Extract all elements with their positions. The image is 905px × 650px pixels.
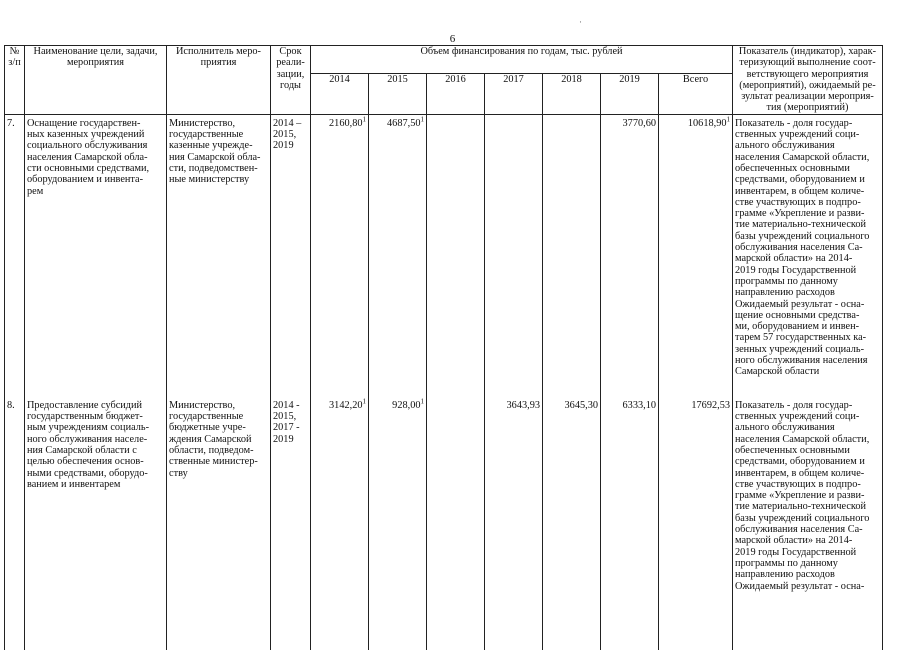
text-line: зенных учреждений социаль-: [735, 343, 865, 355]
text-line: рем: [27, 185, 44, 197]
table-row: [5, 398, 883, 650]
text-line: Показатель - доля государ-: [735, 117, 853, 129]
text-line: оборудованием и инвента-: [27, 174, 144, 186]
row-value: 3770,60: [601, 114, 659, 398]
row-value: 6333,10: [601, 398, 659, 650]
row-name: [25, 398, 167, 650]
text-line: 2014 -: [273, 399, 300, 411]
row-total: 10618,90$^1$: [659, 114, 733, 398]
text-line: государственным бюджет-: [27, 411, 143, 423]
text-line: ветствующего мероприятия: [746, 68, 869, 80]
header-year: 2015: [369, 73, 427, 114]
text-line: 2017 -: [273, 422, 300, 434]
text-line: населения Самарской области,: [735, 151, 870, 163]
text-line: государственные: [169, 411, 244, 423]
row-number: 7.: [5, 114, 25, 398]
text-line: средствами, оборудованием и: [735, 174, 865, 186]
text-line: зультат реализации мероприя-: [741, 91, 874, 103]
text-line: 2019 годы Государственной: [735, 546, 857, 558]
text-line: Показатель (индикатор), харак-: [738, 46, 877, 57]
row-value: 2160,80$^1$: [311, 114, 369, 398]
row-total: 17692,53: [659, 398, 733, 650]
text-line: ального обслуживания: [735, 422, 835, 434]
text-line: Оснащение государствен-: [27, 117, 141, 129]
text-line: ству: [169, 467, 188, 479]
text-line: Наименование цели, задачи,: [33, 46, 158, 57]
text-line: направлению расходов: [735, 287, 835, 299]
text-line: ния Самарской области с: [27, 444, 137, 456]
text-line: инвентарем, в общем количе-: [735, 185, 865, 197]
row-indicator: [733, 114, 883, 398]
text-line: сти основными средствами,: [27, 162, 150, 174]
text-line: базы учреждений социального: [735, 230, 870, 242]
text-line: инвентарем, в общем количе-: [735, 467, 865, 479]
text-line: з/п: [8, 57, 21, 69]
text-line: ного обслуживания населения: [735, 355, 868, 367]
text-line: направлению расходов: [735, 569, 835, 581]
text-line: государственные: [169, 129, 244, 141]
text-line: ными средствами, оборудо-: [27, 467, 148, 479]
text-line: Срок: [279, 46, 302, 57]
row-value: [485, 114, 543, 398]
text-line: приятия: [200, 57, 237, 69]
text-line: Министерство,: [169, 399, 236, 411]
row-value: 3142,20$^1$: [311, 398, 369, 650]
text-line: ственных учреждений соци-: [735, 411, 860, 423]
row-number: 8.: [5, 398, 25, 650]
text-line: 2014 –: [273, 117, 302, 129]
text-line: сти, подведомствен-: [169, 162, 258, 174]
financing-table: [4, 45, 883, 650]
text-line: обеспеченных основными: [735, 162, 850, 174]
text-line: населения Самарской обла-: [27, 151, 148, 163]
header-num: [5, 46, 25, 115]
text-line: зации,: [276, 68, 305, 80]
text-line: бюджетные учре-: [169, 422, 246, 434]
row-term: [271, 398, 311, 650]
row-value: 3645,30: [543, 398, 601, 650]
text-line: программы по данному: [735, 557, 838, 569]
text-line: Самарской области: [735, 366, 820, 378]
text-line: 2015,: [273, 129, 297, 141]
text-line: населения Самарской области,: [735, 433, 870, 445]
text-line: щение основными средства-: [735, 309, 860, 321]
text-line: ные министерству: [169, 174, 250, 186]
text-line: мероприятия: [66, 57, 125, 69]
text-line: 2015,: [273, 411, 297, 423]
header-name: [25, 46, 167, 115]
text-line: реали-: [276, 57, 305, 69]
row-term: [271, 114, 311, 398]
text-line: 2019 годы Государственной: [735, 264, 857, 276]
text-line: годы: [280, 79, 301, 91]
text-line: Исполнитель меро-: [176, 46, 261, 57]
text-line: тарем 57 государственных ка-: [735, 332, 867, 344]
text-line: Министерство,: [169, 117, 236, 129]
row-name: [25, 114, 167, 398]
text-line: ального обслуживания: [735, 140, 835, 152]
table-row: [5, 114, 883, 398]
row-value: [427, 114, 485, 398]
text-line: ванием и инвентарем: [27, 478, 121, 490]
text-line: (мероприятий), ожидаемый ре-: [739, 79, 876, 91]
header-indicator: [733, 46, 883, 115]
header-year: 2017: [485, 73, 543, 114]
text-line: 2019: [273, 433, 294, 445]
text-line: грамме «Укрепление и разви-: [735, 490, 865, 502]
text-line: ственных учреждений соци-: [735, 129, 860, 141]
text-line: Ожидаемый результат - осна-: [735, 298, 865, 310]
text-line: ния Самарской обла-: [169, 151, 261, 163]
row-value: 928,00$^1$: [369, 398, 427, 650]
row-value: 3643,93: [485, 398, 543, 650]
text-line: программы по данному: [735, 275, 838, 287]
text-line: социального обслуживания: [27, 140, 148, 152]
text-line: стве участвующих в подпро-: [735, 196, 861, 208]
header-year: 2016: [427, 73, 485, 114]
text-line: базы учреждений социального: [735, 512, 870, 524]
row-value: 4687,50$^1$: [369, 114, 427, 398]
text-line: целью обеспечения основ-: [27, 456, 144, 468]
text-line: ных казенных учреждений: [27, 129, 145, 141]
text-line: Показатель - доля государ-: [735, 399, 853, 411]
header-financing: Объем финансирования по годам, тыс. рублей: [311, 46, 733, 74]
text-line: 2019: [273, 140, 294, 152]
page-number: 6: [449, 33, 456, 45]
text-line: теризующий выполнение соот-: [739, 57, 876, 69]
scan-speck: ·: [579, 17, 582, 27]
text-line: казенные учрежде-: [169, 140, 253, 152]
text-line: тие материально-технической: [735, 219, 867, 231]
text-line: области, подведом-: [169, 444, 254, 456]
text-line: грамме «Укрепление и разви-: [735, 208, 865, 220]
text-line: средствами, оборудованием и: [735, 456, 865, 468]
row-value: [543, 114, 601, 398]
header-year-total: Всего: [659, 73, 733, 114]
text-line: обслуживания населения Са-: [735, 242, 863, 254]
text-line: Ожидаемый результат - осна-: [735, 580, 865, 592]
text-line: обеспеченных основными: [735, 444, 850, 456]
text-line: стве участвующих в подпро-: [735, 478, 861, 490]
row-indicator: [733, 398, 883, 650]
text-line: тие материально-технической: [735, 501, 867, 513]
text-line: №: [9, 46, 20, 57]
row-value: [427, 398, 485, 650]
text-line: ждения Самарской: [169, 433, 252, 445]
text-line: марской области» на 2014-: [735, 535, 853, 547]
header-year: 2019: [601, 73, 659, 114]
header-year: 2018: [543, 73, 601, 114]
text-line: марской области» на 2014-: [735, 253, 853, 265]
text-line: Предоставление субсидий: [27, 399, 143, 411]
text-line: ственные министер-: [169, 456, 258, 468]
text-line: обслуживания населения Са-: [735, 524, 863, 536]
text-line: ным учреждениям социаль-: [27, 422, 149, 434]
header-year: 2014: [311, 73, 369, 114]
text-line: ного обслуживания населе-: [27, 433, 148, 445]
row-executor: [167, 114, 271, 398]
header-executor: [167, 46, 271, 115]
text-line: ми, оборудованием и инвен-: [735, 321, 860, 333]
row-executor: [167, 398, 271, 650]
header-row: [5, 46, 883, 74]
header-term: [271, 46, 311, 115]
text-line: тия (мероприятий): [766, 102, 849, 114]
